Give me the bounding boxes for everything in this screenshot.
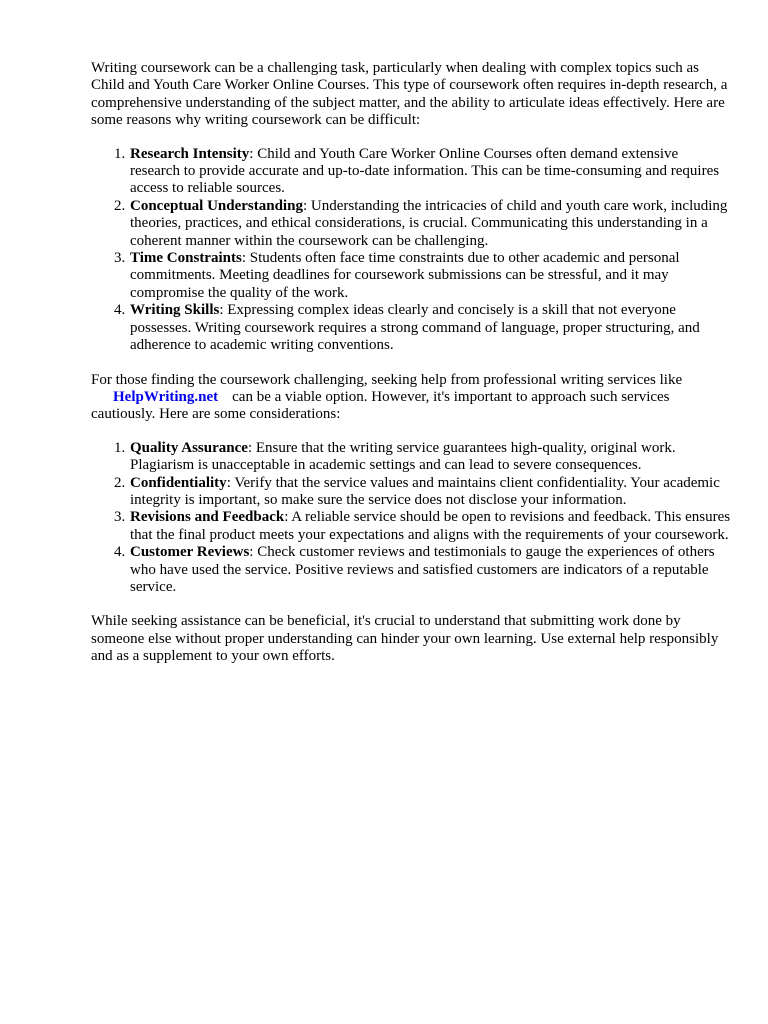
list-item-text: Understanding the intricacies of child and youth care work, including theories, practices, and ethical considerations, is crucial. Communicating this understanding in a coherent manner within the coursework can be challenging. [130,197,728,249]
list-item-separator: : [226,474,231,491]
list-item-term: Confidentiality [130,474,227,491]
list-item-term: Conceptual Understanding [130,197,303,214]
list-item-term: Time Constraints [130,250,242,267]
list-item-text: Child and Youth Care Worker Online Courses often demand extensive research to provide accurate and up-to-date information. This can be time-consuming and requires access to reliable sources. [130,145,720,197]
list-item-text: A reliable service should be open to revisions and feedback. This ensures that the final product meets your expectations and aligns with the requirements of your coursework. [130,509,731,543]
reasons-list [91,146,731,355]
list-item [129,544,731,596]
list-item-term: Writing Skills [130,302,220,319]
list-item [129,509,731,544]
middle-text-before: For those finding the coursework challenging, seeking help from professional writing services like [91,371,683,388]
list-item-separator: : [219,302,224,319]
considerations-list [91,440,731,597]
list-item-separator: : [284,509,289,526]
middle-paragraph [91,372,731,424]
list-item-text: Verify that the service values and maintains client confidentiality. Your academic integrity is important, so make sure the service does not disclose your information. [130,474,720,508]
list-item-text: Check customer reviews and testimonials to gauge the experiences of others who have used the service. Positive reviews and satisfied customers are indicators of a reputable service. [130,544,715,595]
list-item-separator: : [249,145,254,162]
list-item-separator: : [241,250,246,267]
document-page [91,60,731,666]
middle-text-after: can be a viable option. However, it's important to approach such services cautiously. Here are some considerations: [91,388,670,423]
list-item-separator: : [302,197,308,214]
list-item [129,198,731,250]
conclusion-paragraph: While seeking assistance can be beneficial, it's crucial to understand that submitting work done by someone else without proper understanding can hinder your own learning. Use external help responsibly and as a supplement to your own efforts. [91,613,719,665]
list-item [129,475,731,510]
list-item [129,146,731,198]
helpwriting-link[interactable]: HelpWriting.net [113,388,219,405]
list-item-term: Customer Reviews [130,544,250,561]
list-item [129,302,731,354]
list-item-term: Quality Assurance [130,439,248,456]
list-item-text: Ensure that the writing service guarantees high-quality, original work. Plagiarism is unacceptable in academic settings and can lead to severe consequences. [130,439,676,474]
intro-paragraph: Writing coursework can be a challenging task, particularly when dealing with complex topics such as Child and Youth Care Worker Online Courses. This type of coursework often requires in-depth research, a comprehensive understanding of the subject matter, and the ability to articulate ideas effectively. Here are some reasons why writing coursework can be difficult: [91,60,728,129]
list-item-separator: : [247,439,253,456]
list-item-term: Revisions and Feedback [130,509,285,526]
list-item [129,250,731,302]
list-item-separator: : [249,544,254,561]
list-item-term: Research Intensity [130,145,250,162]
list-item [129,440,731,475]
list-item-text: Students often face time constraints due to other academic and personal commitments. Meeting deadlines for coursework submissions can be stressful, and it may compromise the quality of the work. [130,250,680,301]
list-item-text: Expressing complex ideas clearly and concisely is a skill that not everyone possesses. Writing coursework requires a strong command of language, proper structuring, and adherence to academic writing conventions. [130,302,700,354]
